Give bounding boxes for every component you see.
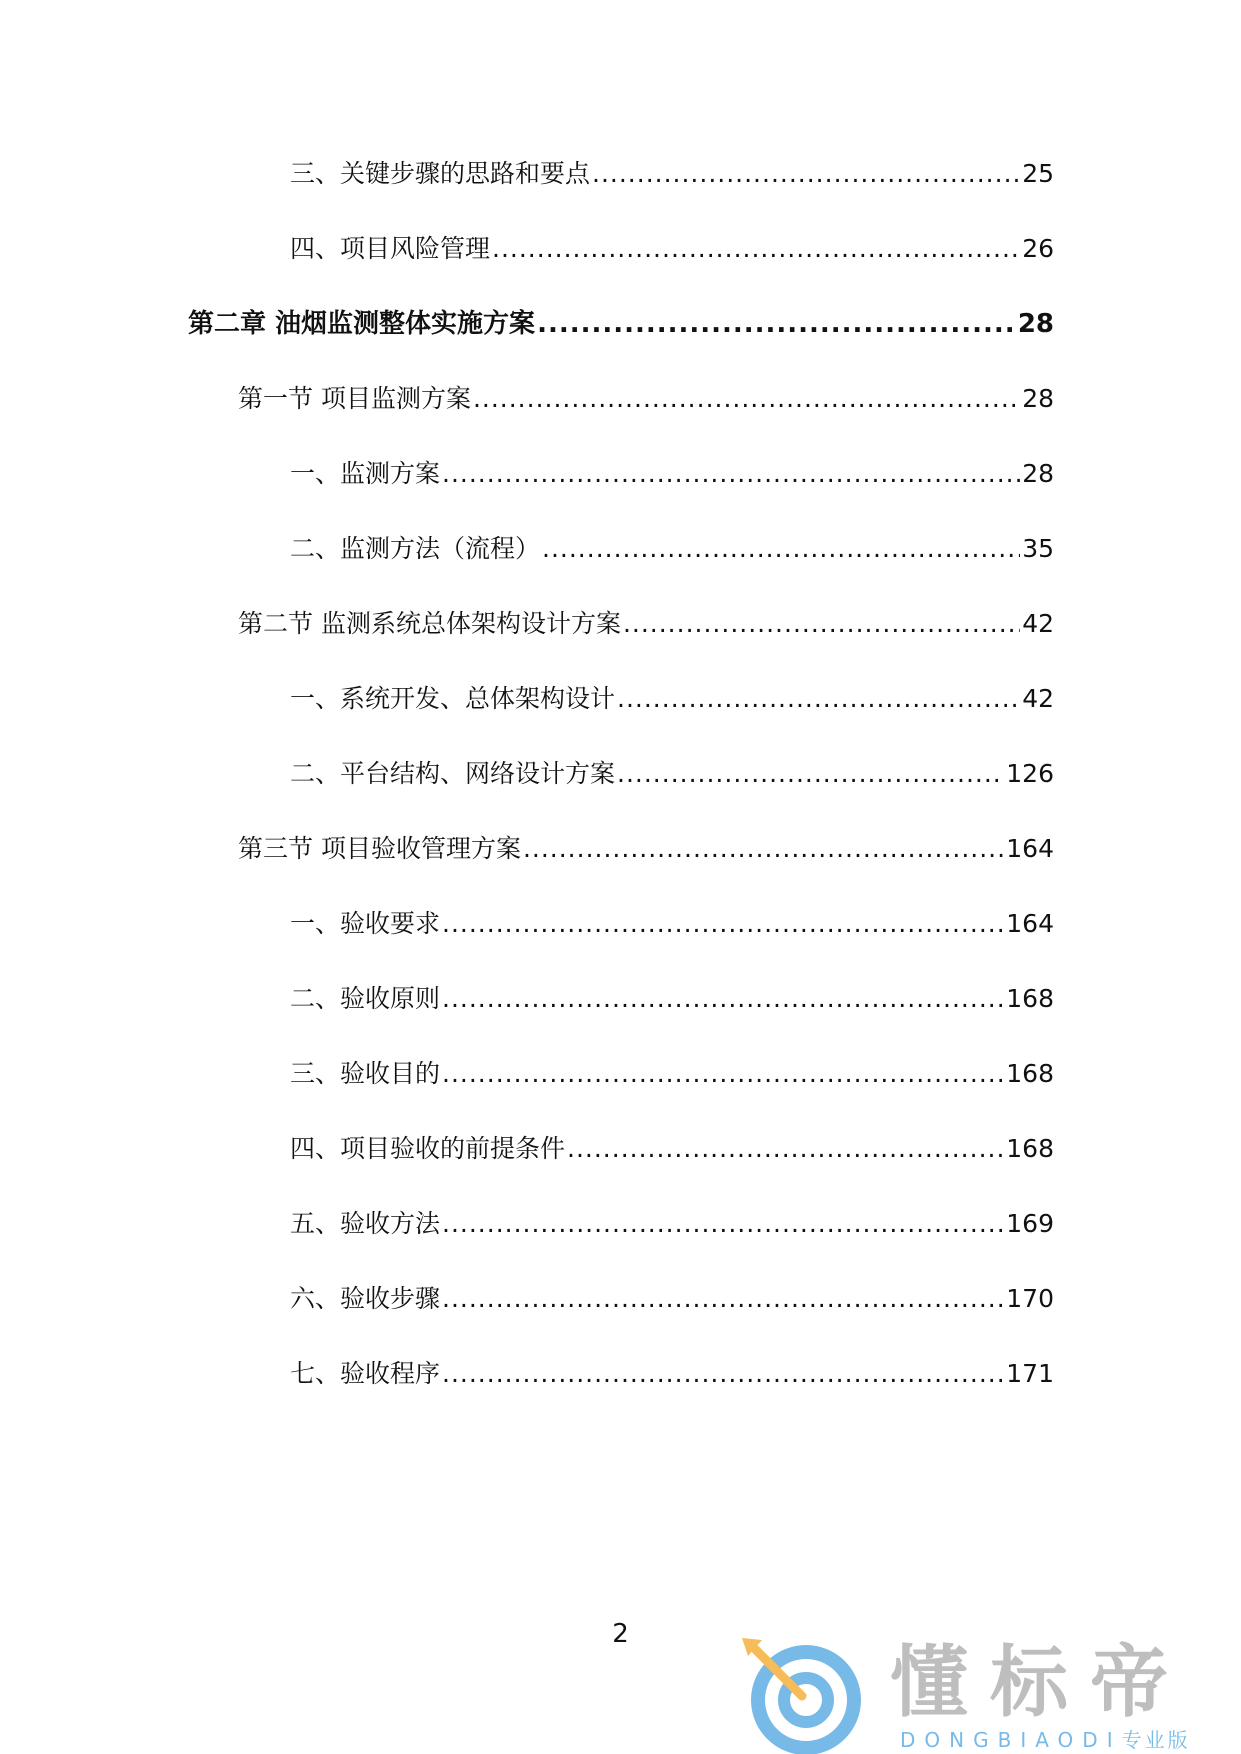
toc-entry-page: 168	[1006, 984, 1054, 1013]
toc-entry-page: 168	[1006, 1059, 1054, 1088]
watermark	[740, 1636, 1220, 1754]
toc-entry-page: 164	[1006, 909, 1054, 938]
toc-entry[interactable]	[290, 154, 1054, 194]
toc-dot-leader	[442, 1279, 1004, 1319]
toc-dot-leader	[542, 529, 1020, 569]
toc-entry-title: 二、平台结构、网络设计方案	[290, 759, 616, 788]
toc-entry-page: 42	[1022, 684, 1054, 713]
toc-entry[interactable]	[290, 1279, 1054, 1319]
toc-entry-title: 三、关键步骤的思路和要点	[290, 159, 591, 188]
page-number: 2	[612, 1619, 629, 1649]
toc-entry[interactable]	[290, 1204, 1054, 1244]
toc-entry-page: 164	[1006, 834, 1054, 863]
toc-entry-title: 第二节 监测系统总体架构设计方案	[238, 609, 621, 638]
watermark-brand: 懂标帝	[890, 1638, 1191, 1728]
toc-dot-leader	[442, 1054, 1004, 1094]
toc-entry-title: 四、项目风险管理	[290, 234, 491, 263]
toc-entry[interactable]	[290, 529, 1054, 569]
toc-entry-title: 六、验收步骤	[290, 1284, 441, 1313]
toc-dot-leader	[623, 604, 1020, 644]
toc-entry[interactable]	[290, 454, 1054, 494]
toc-entry-page: 126	[1006, 759, 1054, 788]
toc-entry[interactable]	[290, 1054, 1054, 1094]
toc-entry-title: 一、系统开发、总体架构设计	[290, 684, 616, 713]
toc-entry-title: 四、项目验收的前提条件	[290, 1134, 566, 1163]
toc-dot-leader	[442, 904, 1004, 944]
toc-dot-leader	[617, 679, 1020, 719]
toc-section-entry[interactable]	[238, 604, 1054, 644]
toc-entry-title: 三、验收目的	[290, 1059, 441, 1088]
toc-entry[interactable]	[290, 754, 1054, 794]
toc-entry-page: 26	[1022, 234, 1054, 263]
toc-dot-leader	[492, 229, 1020, 269]
toc-entry[interactable]	[290, 229, 1054, 269]
toc-entry-page: 28	[1022, 384, 1054, 413]
toc-entry-page: 42	[1022, 609, 1054, 638]
toc-entry-title: 第二章 油烟监测整体实施方案	[188, 309, 536, 339]
toc-entry-title: 一、验收要求	[290, 909, 441, 938]
toc-dot-leader	[473, 379, 1020, 419]
toc-entry-page: 169	[1006, 1209, 1054, 1238]
toc-dot-leader	[523, 829, 1004, 869]
toc-entry-title: 二、验收原则	[290, 984, 441, 1013]
target-arrow-icon	[740, 1636, 870, 1754]
watermark-subtitle	[900, 1728, 1191, 1752]
toc-section-entry[interactable]	[238, 379, 1054, 419]
toc-entry-page: 25	[1022, 159, 1054, 188]
toc-entry-page: 168	[1006, 1134, 1054, 1163]
toc-chapter-entry[interactable]	[188, 304, 1054, 344]
toc-dot-leader	[617, 754, 1004, 794]
toc-dot-leader	[442, 1204, 1004, 1244]
toc-entry[interactable]	[290, 1129, 1054, 1169]
toc-entry-page: 35	[1022, 534, 1054, 563]
toc-entry-title: 五、验收方法	[290, 1209, 441, 1238]
toc-dot-leader	[567, 1129, 1004, 1169]
toc-entry-title: 七、验收程序	[290, 1359, 441, 1388]
toc-entry-title: 二、监测方法（流程）	[290, 534, 541, 563]
toc-dot-leader	[442, 454, 1020, 494]
toc-entry-page: 28	[1017, 309, 1054, 339]
toc-entry-page: 171	[1006, 1359, 1054, 1388]
toc-entry-page: 28	[1022, 459, 1054, 488]
toc-dot-leader	[537, 304, 1016, 344]
toc-entry-page: 170	[1006, 1284, 1054, 1313]
toc-entry[interactable]	[290, 1354, 1054, 1394]
toc-section-entry[interactable]	[238, 829, 1054, 869]
toc-entry[interactable]	[290, 904, 1054, 944]
watermark-sub-cn: 专业版	[1121, 1728, 1191, 1752]
toc-entry-title: 第三节 项目验收管理方案	[238, 834, 521, 863]
toc-entry-title: 一、监测方案	[290, 459, 441, 488]
toc-dot-leader	[592, 154, 1020, 194]
toc-entry-title: 第一节 项目监测方案	[238, 384, 471, 413]
toc-dot-leader	[442, 979, 1004, 1019]
toc-entry[interactable]	[290, 979, 1054, 1019]
toc-entry[interactable]	[290, 679, 1054, 719]
watermark-sub-latin: DONGBIAODI	[900, 1728, 1122, 1752]
toc-dot-leader	[442, 1354, 1004, 1394]
